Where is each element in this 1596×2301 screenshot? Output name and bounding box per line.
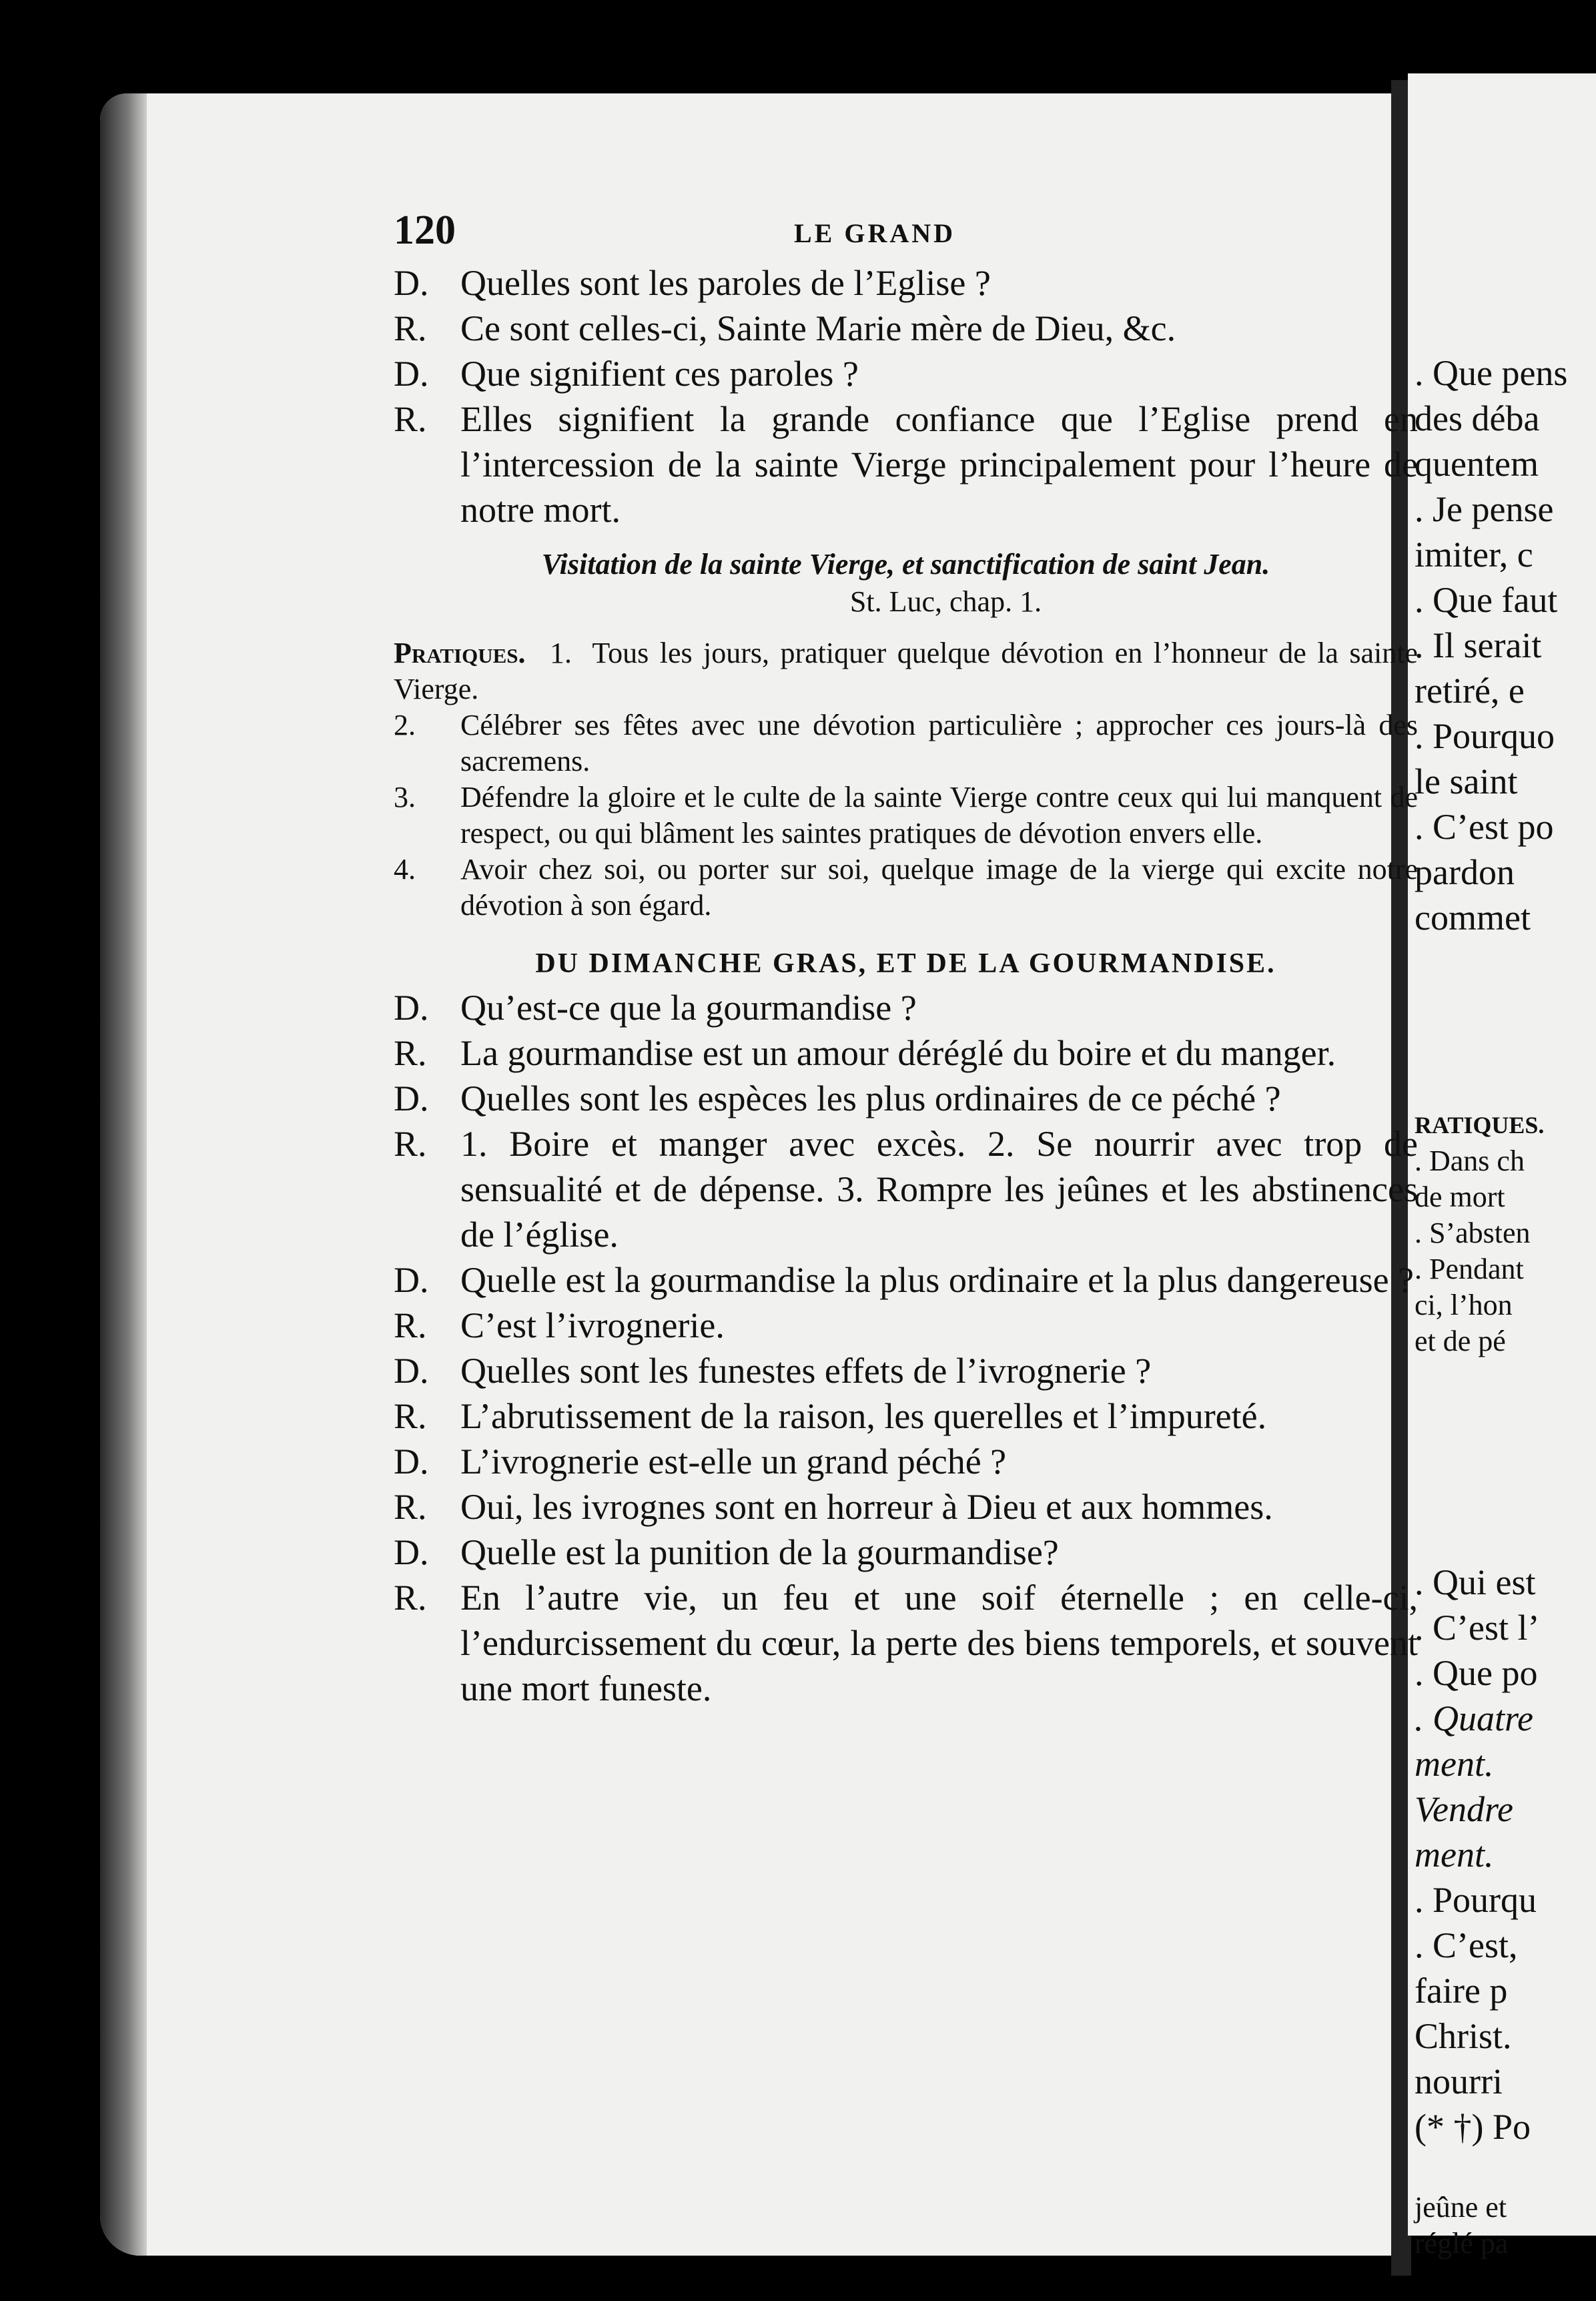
right-page-line: . Que faut	[1415, 580, 1558, 620]
answer-label: R.	[394, 1124, 427, 1164]
right-page-line: . Dans ch	[1415, 1144, 1525, 1177]
answer-text: La gourmandise est un amour déréglé du boire et du manger.	[460, 1033, 1336, 1073]
page-number: 120	[394, 208, 456, 253]
question-label: D.	[394, 1078, 429, 1118]
right-page-line: . Pourquo	[1415, 716, 1555, 756]
pratique-number: 4.	[394, 853, 416, 886]
qa-row	[394, 1303, 1418, 1348]
right-page-line: de mort	[1415, 1181, 1505, 1213]
right-page-line: (* †) Po	[1415, 2107, 1531, 2147]
qa-row	[394, 1439, 1418, 1484]
answer-label: R.	[394, 308, 427, 348]
qa-row	[394, 1348, 1418, 1393]
answer-label: R.	[394, 1487, 427, 1527]
right-page-line: . C’est po	[1415, 807, 1554, 847]
question-label: D.	[394, 263, 429, 303]
qa-row	[394, 1484, 1418, 1530]
right-page-line: ci, l’hon	[1415, 1289, 1513, 1321]
visitation-heading: Visitation de la sainte Vierge, et sanctification de saint Jean.	[541, 548, 1270, 581]
pratiques-list	[394, 635, 1418, 924]
right-page-line: Christ.	[1415, 2016, 1512, 2056]
qa-row	[394, 1257, 1418, 1303]
right-page-line: . Que pens	[1415, 353, 1568, 393]
question-label: D.	[394, 1351, 429, 1391]
qa-row	[394, 1575, 1418, 1711]
answer-label: R.	[394, 1396, 427, 1436]
qa-row	[394, 1076, 1418, 1121]
right-page	[1408, 73, 1596, 2260]
question-label: D.	[394, 1441, 429, 1482]
qa-row	[394, 306, 1418, 351]
question-text: Que signifient ces paroles ?	[460, 354, 859, 394]
question-text: Quelle est la punition de la gourmandise?	[460, 1532, 1059, 1572]
question-text: Quelles sont les funestes effets de l’ivrognerie ?	[460, 1351, 1152, 1391]
pratique-item	[394, 635, 1418, 707]
right-page-line: des déba	[1415, 398, 1540, 438]
right-page-line: faire p	[1415, 1971, 1508, 2011]
right-page-line: RATIQUES.	[1415, 1112, 1545, 1138]
pratique-text: Tous les jours, pratiquer quelque dévotion en l’honneur de la sainte Vierge.	[394, 637, 1419, 705]
question-label: D.	[394, 988, 429, 1028]
answer-text: L’abrutissement de la raison, les querelles et l’impureté.	[460, 1396, 1267, 1436]
visitation-reference: St. Luc, chap. 1.	[849, 585, 1042, 618]
answer-label: R.	[394, 1578, 427, 1618]
answer-text: Elles signifient la grande confiance que l’Eglise prend en l’intercession de la sainte Vierge principalement pour l’heure de notre mort.	[460, 399, 1418, 530]
right-page-line: Vendre	[1415, 1789, 1513, 1829]
right-page-line: . Pourqu	[1415, 1880, 1537, 1920]
pratique-text: Célébrer ses fêtes avec une dévotion particulière ; approcher ces jours-là des sacremens.	[460, 709, 1418, 777]
right-page-line: . Quatre	[1415, 1698, 1533, 1738]
qa-row	[394, 985, 1418, 1030]
right-page-line: et de pé	[1415, 1325, 1506, 1357]
right-page-line: le saint	[1415, 761, 1518, 801]
pratique-text: Défendre la gloire et le culte de la sainte Vierge contre ceux qui lui manquent de respect, ou qui blâment les saintes pratiques de dévotion envers elle.	[460, 781, 1418, 850]
answer-text: Ce sont celles-ci, Sainte Marie mère de Dieu, &c.	[460, 308, 1176, 348]
answer-label: R.	[394, 1305, 427, 1345]
question-label: D.	[394, 1532, 429, 1572]
question-text: Qu’est-ce que la gourmandise ?	[460, 988, 917, 1028]
right-page-line: . Pendant	[1415, 1253, 1524, 1285]
qa-row	[394, 260, 1418, 306]
qa-block-1	[394, 260, 1418, 533]
question-text: Quelles sont les espèces les plus ordinaires de ce péché ?	[460, 1078, 1281, 1118]
left-page-content	[394, 207, 1418, 1711]
answer-text: 1. Boire et manger avec excès. 2. Se nourrir avec trop de sensualité et de dépense. 3. Rompre les jeûnes et les abstinences de l’église.	[460, 1124, 1418, 1255]
page-header	[394, 207, 1418, 260]
right-page-line: . S’absten	[1415, 1217, 1531, 1249]
section-title: DU DIMANCHE GRAS, ET DE LA GOURMANDISE.	[535, 948, 1276, 979]
right-page-line: . Je pense	[1415, 489, 1554, 529]
right-page-line: retiré, e	[1415, 671, 1525, 711]
pratiques-label: Pratiques.	[394, 637, 526, 669]
answer-text: En l’autre vie, un feu et une soif éternelle ; en celle-ci, l’endurcissement du cœur, la perte des biens temporels, et souvent une mort funeste.	[460, 1578, 1418, 1708]
right-page-line: quentem	[1415, 444, 1539, 484]
left-page-edge	[100, 93, 147, 2256]
pratique-text: Avoir chez soi, ou porter sur soi, quelque image de la vierge qui excite notre dévotion à son égard.	[460, 853, 1418, 922]
question-text: Quelles sont les paroles de l’Eglise ?	[460, 263, 991, 303]
pratique-number: 3.	[394, 781, 416, 813]
right-page-text	[1415, 350, 1567, 2262]
pratique-item	[394, 852, 1418, 924]
right-page-line: . C’est,	[1415, 1925, 1518, 1965]
question-text: L’ivrognerie est-elle un grand péché ?	[460, 1441, 1007, 1482]
right-page-line: imiter, c	[1415, 535, 1533, 575]
question-label: D.	[394, 1260, 429, 1300]
qa-row	[394, 1121, 1418, 1257]
right-page-line: . Que po	[1415, 1653, 1538, 1693]
right-page-line: réglé pa	[1415, 2227, 1509, 2260]
question-label: D.	[394, 354, 429, 394]
qa-block-2	[394, 985, 1418, 1711]
right-page-line: pardon	[1415, 852, 1515, 892]
qa-row	[394, 1030, 1418, 1076]
question-text: Quelle est la gourmandise la plus ordinaire et la plus dangereuse ?	[460, 1260, 1415, 1300]
right-page-line: . Qui est	[1415, 1562, 1536, 1602]
pratique-item	[394, 779, 1418, 852]
qa-row	[394, 1530, 1418, 1575]
answer-text: Oui, les ivrognes sont en horreur à Dieu et aux hommes.	[460, 1487, 1273, 1527]
right-page-line: jeûne et	[1415, 2191, 1507, 2224]
qa-row	[394, 1393, 1418, 1439]
answer-text: C’est l’ivrognerie.	[460, 1305, 725, 1345]
running-head: LE GRAND	[794, 218, 956, 248]
right-page-line: . Il serait	[1415, 625, 1542, 665]
qa-row	[394, 396, 1418, 533]
answer-label: R.	[394, 1033, 427, 1073]
pratique-number: 1.	[538, 637, 583, 669]
right-page-line: commet	[1415, 898, 1531, 938]
pratique-item	[394, 707, 1418, 779]
right-page-line: ment.	[1415, 1744, 1494, 1784]
right-page-line: nourri	[1415, 2061, 1503, 2101]
qa-row	[394, 351, 1418, 396]
answer-label: R.	[394, 399, 427, 439]
right-page-line: . C’est l’	[1415, 1608, 1540, 1648]
pratique-number: 2.	[394, 709, 416, 741]
right-page-line: ment.	[1415, 1835, 1494, 1875]
